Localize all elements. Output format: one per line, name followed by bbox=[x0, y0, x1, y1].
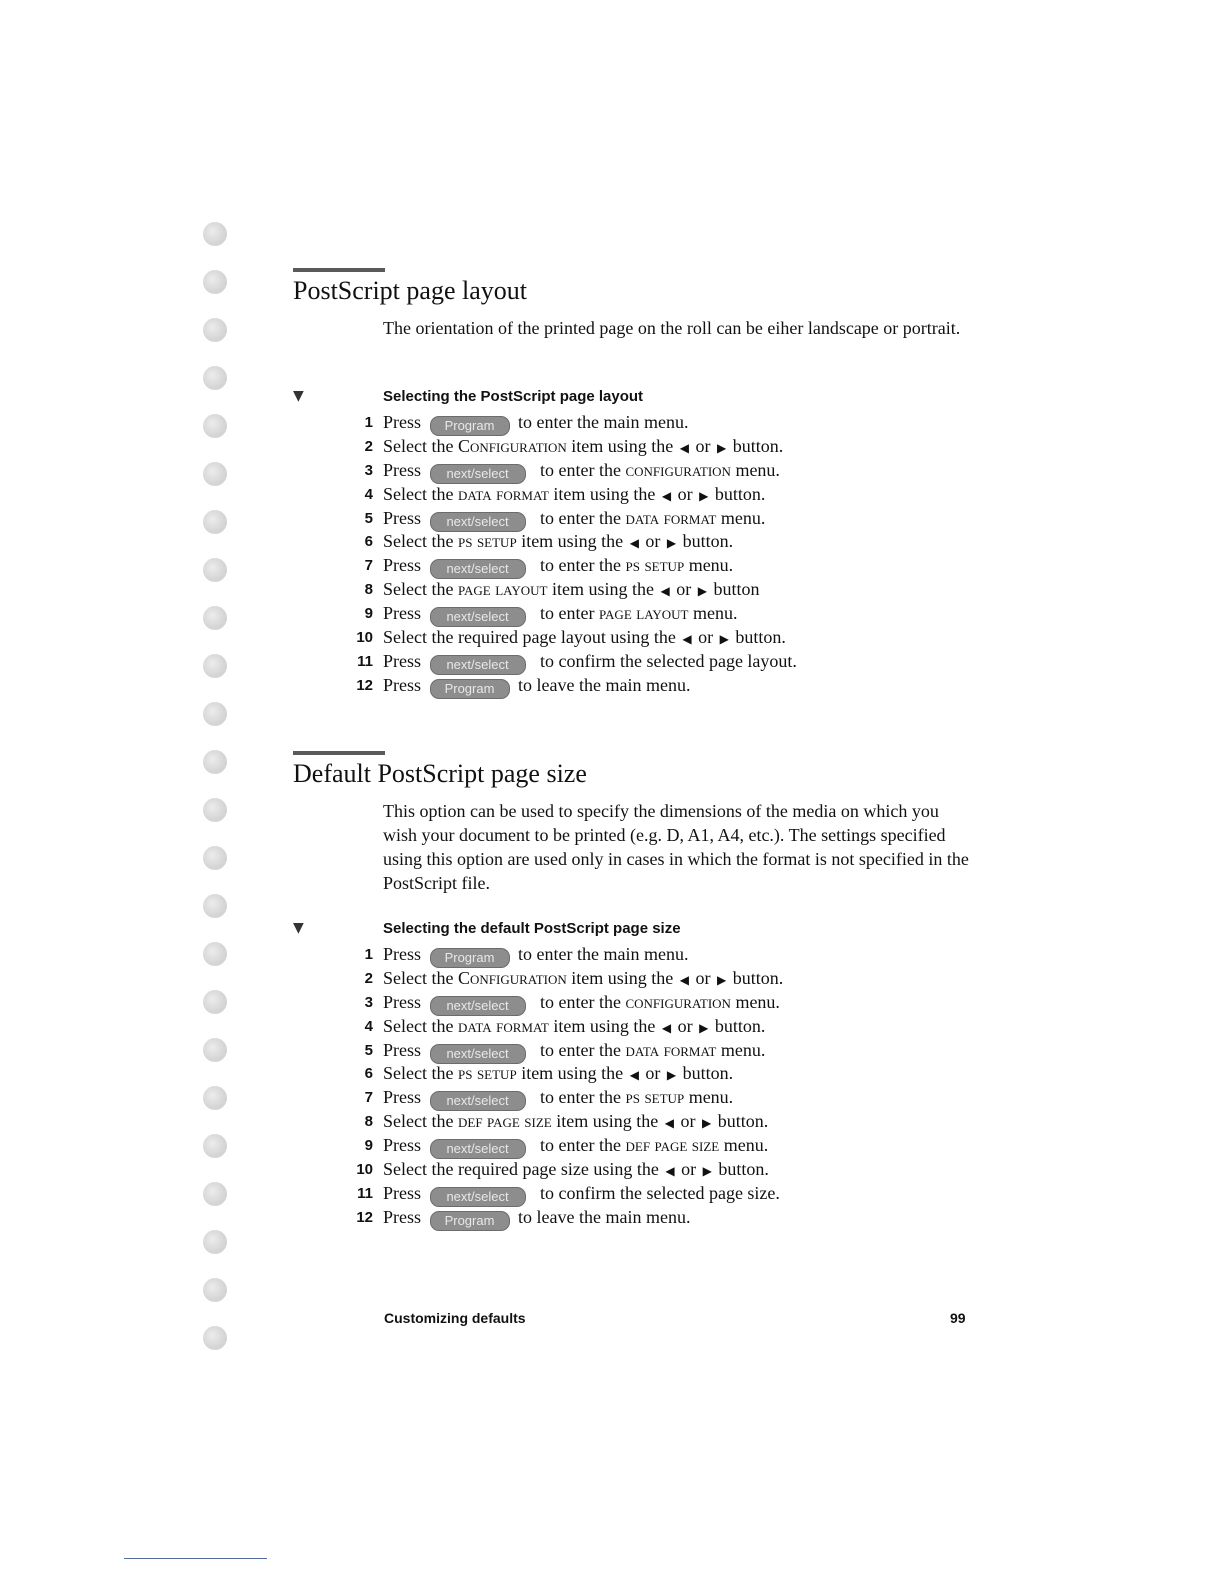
step-text-fragment: to enter the main menu. bbox=[518, 944, 689, 964]
next-select-key: next/select bbox=[430, 1044, 526, 1064]
step-text bbox=[383, 530, 733, 555]
step-number: 8 bbox=[364, 1113, 373, 1131]
step-number: 4 bbox=[364, 485, 373, 503]
step-text-fragment: to confirm the selected page layout. bbox=[540, 650, 797, 671]
menu-item-name: page layout bbox=[599, 603, 689, 624]
binder-hole bbox=[203, 1230, 227, 1254]
left-arrow-icon: ◀ bbox=[664, 1116, 674, 1131]
step-number: 2 bbox=[364, 437, 373, 455]
step-number: 5 bbox=[364, 509, 373, 527]
step-text-fragment: button. bbox=[714, 1015, 766, 1036]
down-triangle-icon: ▼ bbox=[293, 920, 304, 936]
menu-item-name: ps setup bbox=[625, 1087, 685, 1108]
step-item bbox=[333, 967, 973, 991]
right-arrow-icon: ▶ bbox=[666, 1068, 677, 1083]
step-text bbox=[383, 1110, 768, 1135]
program-key: Program bbox=[430, 416, 510, 436]
step-number: 9 bbox=[364, 1137, 373, 1155]
section-intro: This option can be used to specify the dimensions of the media on which you wish your document to be printed (e.g. D, A1, A4, etc.). The settings specified using this option are used only in cases in which the format is not specified in the PostScript file. bbox=[383, 801, 969, 893]
step-text bbox=[383, 1134, 768, 1159]
menu-item-name: data format bbox=[625, 507, 717, 528]
step-text-fragment: button. bbox=[717, 1111, 769, 1132]
step-text-fragment: to enter the bbox=[540, 507, 621, 528]
step-text-fragment: or bbox=[645, 531, 661, 552]
step-text-fragment: or bbox=[677, 1015, 693, 1036]
step-number: 1 bbox=[364, 946, 373, 963]
step-text-fragment: Press bbox=[383, 1182, 422, 1203]
right-arrow-icon: ▶ bbox=[719, 632, 729, 647]
procedure-heading: Selecting the PostScript page layout bbox=[383, 388, 644, 405]
step-text-fragment: button. bbox=[732, 967, 784, 988]
right-arrow-icon: ▶ bbox=[666, 536, 677, 551]
left-arrow-icon: ◀ bbox=[661, 488, 672, 503]
step-text-fragment: item using the bbox=[571, 967, 674, 988]
step-text-fragment: button. bbox=[732, 435, 784, 456]
binder-hole bbox=[203, 654, 227, 678]
step-text bbox=[383, 626, 786, 651]
step-text-fragment: Press bbox=[383, 1135, 422, 1156]
step-number: 5 bbox=[364, 1041, 373, 1059]
step-text-fragment: Press bbox=[383, 1039, 422, 1060]
step-text-fragment: or bbox=[680, 1111, 696, 1132]
menu-item-name: ps setup bbox=[625, 555, 685, 576]
step-text-fragment: Press bbox=[383, 507, 422, 528]
step-text-fragment: or bbox=[645, 1063, 661, 1084]
step-text bbox=[383, 943, 688, 968]
step-text-fragment: button. bbox=[718, 1159, 769, 1180]
step-text-fragment: item using the bbox=[571, 435, 674, 456]
step-text-fragment: button. bbox=[682, 1063, 734, 1084]
step-text bbox=[383, 674, 690, 699]
step-item bbox=[333, 991, 973, 1015]
next-select-key: next/select bbox=[430, 996, 526, 1016]
step-item bbox=[333, 554, 973, 578]
step-text-fragment: menu. bbox=[723, 1135, 769, 1156]
step-item bbox=[333, 411, 973, 435]
step-text bbox=[383, 435, 783, 460]
step-number: 7 bbox=[364, 1089, 373, 1107]
step-text-fragment: Select the bbox=[383, 1063, 454, 1084]
binder-hole bbox=[203, 846, 227, 870]
step-item bbox=[333, 1086, 973, 1110]
next-select-key: next/select bbox=[430, 1139, 526, 1159]
step-text-fragment: menu. bbox=[688, 1087, 734, 1108]
menu-item-name: Configuration bbox=[457, 967, 567, 988]
step-text-fragment: to enter the main menu. bbox=[518, 412, 689, 432]
binder-hole bbox=[203, 1134, 227, 1158]
step-text-fragment: to leave the main menu. bbox=[518, 1206, 691, 1227]
step-text-fragment: menu. bbox=[688, 555, 734, 576]
menu-item-name: configuration bbox=[625, 991, 731, 1012]
step-text bbox=[383, 1158, 769, 1183]
step-text-fragment: menu. bbox=[735, 459, 780, 480]
binder-hole bbox=[203, 1326, 227, 1350]
step-item bbox=[333, 1182, 973, 1206]
step-text-fragment: Select the required page size using the bbox=[383, 1159, 659, 1180]
step-text-fragment: Select the bbox=[383, 435, 454, 456]
left-arrow-icon: ◀ bbox=[629, 536, 639, 551]
section-rule bbox=[293, 268, 385, 272]
menu-item-name: page layout bbox=[457, 579, 548, 600]
binder-hole bbox=[203, 750, 227, 774]
step-text-fragment: Press bbox=[383, 674, 422, 695]
step-text bbox=[383, 1206, 690, 1231]
step-text-fragment: Press bbox=[383, 603, 422, 624]
binder-hole bbox=[203, 414, 227, 438]
step-item bbox=[333, 650, 973, 674]
procedure-heading: Selecting the default PostScript page size bbox=[383, 920, 681, 937]
step-text bbox=[383, 650, 797, 675]
menu-item-name: Configuration bbox=[457, 435, 567, 456]
right-arrow-icon: ▶ bbox=[717, 440, 727, 455]
step-text bbox=[383, 1182, 780, 1207]
step-text-fragment: Press bbox=[383, 991, 422, 1012]
step-text-fragment: Select the bbox=[383, 967, 454, 988]
binder-hole bbox=[203, 798, 227, 822]
binder-hole bbox=[203, 702, 227, 726]
section-intro: The orientation of the printed page on the roll can be eiher landscape or portrait. bbox=[383, 318, 961, 338]
menu-item-name: ps setup bbox=[457, 1063, 517, 1084]
step-text-fragment: Press bbox=[383, 1087, 422, 1108]
step-text-fragment: button. bbox=[714, 483, 766, 504]
step-item bbox=[333, 602, 973, 626]
step-text-fragment: to leave the main menu. bbox=[518, 674, 691, 695]
binder-hole bbox=[203, 1086, 227, 1110]
menu-item-name: configuration bbox=[625, 459, 731, 480]
down-triangle-icon: ▼ bbox=[293, 388, 304, 404]
step-text-fragment: item using the bbox=[556, 1111, 659, 1132]
left-arrow-icon: ◀ bbox=[629, 1068, 639, 1083]
step-item bbox=[333, 626, 973, 650]
step-item bbox=[333, 435, 973, 459]
step-text-fragment: item using the bbox=[553, 1015, 656, 1036]
left-arrow-icon: ◀ bbox=[679, 440, 690, 455]
step-item bbox=[333, 530, 973, 554]
right-arrow-icon: ▶ bbox=[697, 584, 707, 599]
step-number: 6 bbox=[364, 533, 373, 551]
step-text-fragment: Select the bbox=[383, 1111, 454, 1132]
step-text-fragment: Press bbox=[383, 459, 422, 480]
menu-item-name: data format bbox=[457, 1015, 549, 1036]
binder-hole bbox=[203, 990, 227, 1014]
left-arrow-icon: ◀ bbox=[682, 632, 692, 647]
step-item bbox=[333, 1015, 973, 1039]
binder-hole bbox=[203, 1278, 227, 1302]
step-text bbox=[383, 578, 759, 603]
step-list bbox=[333, 943, 973, 1230]
step-text-fragment: button bbox=[713, 579, 760, 600]
step-number: 3 bbox=[364, 461, 373, 479]
step-item bbox=[333, 1134, 973, 1158]
next-select-key: next/select bbox=[430, 464, 526, 484]
step-item bbox=[333, 459, 973, 483]
binder-hole bbox=[203, 606, 227, 630]
step-item bbox=[333, 578, 973, 602]
step-text-fragment: Press bbox=[383, 555, 422, 576]
step-text bbox=[383, 1015, 765, 1040]
right-arrow-icon: ▶ bbox=[701, 1116, 712, 1131]
step-item bbox=[333, 507, 973, 531]
binder-hole bbox=[203, 270, 227, 294]
step-text-fragment: Press bbox=[383, 650, 422, 671]
step-text-fragment: Press bbox=[383, 944, 422, 964]
right-arrow-icon: ▶ bbox=[702, 1164, 712, 1179]
left-arrow-icon: ◀ bbox=[660, 584, 670, 599]
step-text-fragment: or bbox=[681, 1159, 697, 1180]
step-item bbox=[333, 483, 973, 507]
step-text-fragment: item using the bbox=[521, 1063, 624, 1084]
step-text-fragment: to enter the bbox=[540, 459, 621, 480]
step-number: 3 bbox=[364, 993, 373, 1011]
step-text-fragment: item using the bbox=[551, 579, 654, 600]
step-number: 11 bbox=[357, 1184, 373, 1202]
next-select-key: next/select bbox=[430, 512, 526, 532]
step-text-fragment: Select the bbox=[383, 579, 454, 600]
step-number: 7 bbox=[364, 557, 373, 575]
step-text-fragment: or bbox=[676, 579, 692, 600]
binder-hole bbox=[203, 318, 227, 342]
right-arrow-icon: ▶ bbox=[699, 488, 709, 503]
next-select-key: next/select bbox=[430, 607, 526, 627]
step-text-fragment: Press bbox=[383, 1206, 422, 1227]
step-number: 9 bbox=[364, 605, 373, 623]
binder-hole bbox=[203, 558, 227, 582]
step-text-fragment: or bbox=[695, 967, 711, 988]
footer-chapter-title: Customizing defaults bbox=[384, 1310, 526, 1326]
next-select-key: next/select bbox=[430, 1091, 526, 1111]
left-arrow-icon: ◀ bbox=[665, 1164, 675, 1179]
step-number: 12 bbox=[356, 1208, 373, 1226]
step-item bbox=[333, 1158, 973, 1182]
next-select-key: next/select bbox=[430, 559, 526, 579]
section-default-postscript-page-size bbox=[293, 751, 993, 1228]
binder-hole bbox=[203, 510, 227, 534]
binder-hole bbox=[203, 366, 227, 390]
step-item bbox=[333, 674, 973, 698]
left-arrow-icon: ◀ bbox=[661, 1020, 672, 1035]
step-item bbox=[333, 1039, 973, 1063]
step-item bbox=[333, 1206, 973, 1230]
binder-hole bbox=[203, 462, 227, 486]
step-text-fragment: menu. bbox=[693, 603, 738, 624]
step-text bbox=[383, 411, 688, 436]
step-item bbox=[333, 1062, 973, 1086]
step-text bbox=[383, 483, 765, 508]
step-text-fragment: item using the bbox=[521, 531, 624, 552]
next-select-key: next/select bbox=[430, 1187, 526, 1207]
program-key: Program bbox=[430, 679, 510, 699]
step-text-fragment: to enter the bbox=[540, 1135, 621, 1156]
step-text-fragment: Select the required page layout using the bbox=[383, 627, 676, 648]
step-text bbox=[383, 967, 783, 992]
menu-item-name: data format bbox=[625, 1039, 717, 1060]
program-key: Program bbox=[430, 948, 510, 968]
step-text bbox=[383, 507, 765, 532]
binder-hole bbox=[203, 942, 227, 966]
step-text-fragment: button. bbox=[735, 627, 786, 648]
section-title: PostScript page layout bbox=[293, 276, 527, 305]
step-text-fragment: or bbox=[695, 435, 711, 456]
step-item bbox=[333, 1110, 973, 1134]
step-text bbox=[383, 459, 780, 484]
step-text-fragment: Select the bbox=[383, 483, 454, 504]
step-text-fragment: button. bbox=[682, 531, 734, 552]
step-text-fragment: to enter the bbox=[540, 1039, 621, 1060]
menu-item-name: ps setup bbox=[457, 531, 517, 552]
step-text-fragment: to enter the bbox=[540, 1087, 621, 1108]
step-text-fragment: Press bbox=[383, 412, 422, 432]
step-number: 8 bbox=[364, 581, 373, 599]
next-select-key: next/select bbox=[430, 655, 526, 675]
step-number: 2 bbox=[364, 969, 373, 987]
step-number: 4 bbox=[364, 1017, 373, 1035]
step-number: 10 bbox=[356, 1161, 373, 1179]
step-number: 11 bbox=[357, 652, 373, 670]
step-text bbox=[383, 1086, 733, 1111]
step-text-fragment: to enter bbox=[540, 603, 595, 624]
binder-hole bbox=[203, 1038, 227, 1062]
step-number: 6 bbox=[364, 1065, 373, 1083]
step-text-fragment: menu. bbox=[735, 991, 780, 1012]
step-text bbox=[383, 1062, 733, 1087]
step-text-fragment: menu. bbox=[720, 1039, 766, 1060]
menu-item-name: def page size bbox=[625, 1135, 720, 1156]
step-text-fragment: menu. bbox=[720, 507, 766, 528]
step-text-fragment: to confirm the selected page size. bbox=[540, 1182, 780, 1203]
section-title: Default PostScript page size bbox=[293, 759, 587, 788]
step-text-fragment: or bbox=[677, 483, 693, 504]
step-text-fragment: Select the bbox=[383, 531, 454, 552]
step-list bbox=[333, 411, 973, 698]
step-text bbox=[383, 991, 780, 1016]
menu-item-name: def page size bbox=[457, 1111, 552, 1132]
right-arrow-icon: ▶ bbox=[717, 972, 727, 987]
program-key: Program bbox=[430, 1211, 510, 1231]
step-text bbox=[383, 602, 738, 627]
step-number: 12 bbox=[356, 676, 373, 694]
step-number: 1 bbox=[364, 414, 373, 431]
step-text-fragment: or bbox=[698, 627, 714, 648]
menu-item-name: data format bbox=[457, 483, 549, 504]
step-text-fragment: to enter the bbox=[540, 991, 621, 1012]
step-item bbox=[333, 943, 973, 967]
section-rule bbox=[293, 751, 385, 755]
binder-hole bbox=[203, 1182, 227, 1206]
right-arrow-icon: ▶ bbox=[699, 1020, 709, 1035]
binder-hole bbox=[203, 222, 227, 246]
step-text-fragment: Select the bbox=[383, 1015, 454, 1036]
divider bbox=[124, 1558, 267, 1559]
left-arrow-icon: ◀ bbox=[679, 972, 690, 987]
step-number: 10 bbox=[356, 629, 373, 647]
step-text bbox=[383, 554, 733, 579]
step-text-fragment: item using the bbox=[553, 483, 656, 504]
section-postscript-page-layout bbox=[293, 268, 993, 696]
step-text bbox=[383, 1039, 765, 1064]
step-text-fragment: to enter the bbox=[540, 555, 621, 576]
binder-hole bbox=[203, 894, 227, 918]
page-number: 99 bbox=[950, 1310, 966, 1326]
